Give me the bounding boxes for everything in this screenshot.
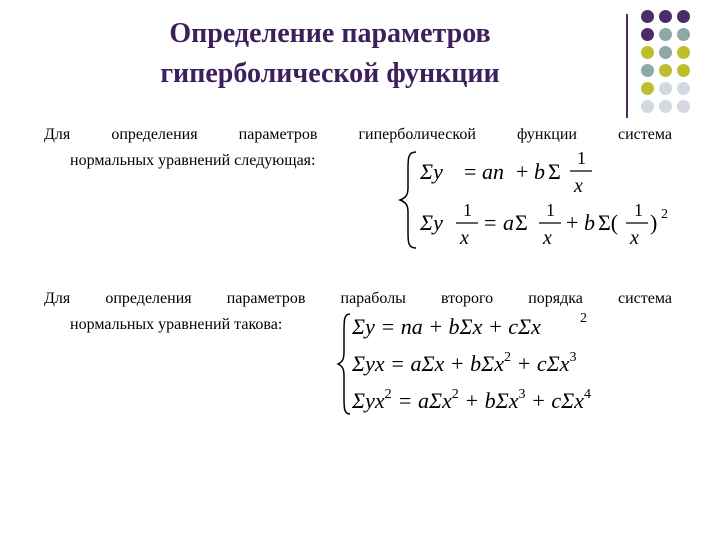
decor-dot: [641, 64, 654, 77]
equation-1: [419, 148, 592, 197]
eq1-equals: =: [464, 159, 477, 184]
eq1-frac-num: 1: [577, 148, 586, 168]
svg-text:Σyx = aΣx + bΣx2 + cΣx3: [351, 350, 576, 376]
eq5-exp2: 3: [518, 387, 526, 402]
decor-dot: [641, 82, 654, 95]
paragraph-line2: нормальных уравнений такова:: [70, 316, 283, 333]
decor-dot-row: [641, 82, 690, 95]
eq4-rhs-a: = aΣx + bΣx: [390, 351, 504, 376]
svg-text:Σyx2= aΣx2 + bΣx3 + cΣx4: [351, 387, 591, 413]
eq1-lhs: Σy: [420, 159, 443, 184]
paragraph2-word: параболы: [340, 290, 406, 307]
eq5-rhs-b: + bΣx: [458, 388, 519, 413]
decor-dot: [659, 46, 672, 59]
decor-dot-row: [641, 64, 690, 77]
equation-system-hyperbola: [396, 146, 681, 258]
slide-title-line1: Определение параметров: [169, 18, 491, 49]
eq3-exponent: 2: [580, 311, 587, 326]
eq2-frac2-den: x: [543, 227, 552, 249]
eq1-plus: +: [516, 159, 529, 184]
decor-dot: [677, 10, 690, 23]
decor-dot: [659, 82, 672, 95]
eq4-exp1: 2: [503, 350, 511, 365]
equation-5: [351, 387, 591, 413]
decor-dot: [677, 28, 690, 41]
eq1-rhs-b: b: [534, 159, 545, 184]
decor-dot: [659, 10, 672, 23]
equation-system-parabola: [336, 308, 676, 420]
decor-dot: [659, 64, 672, 77]
eq3-lhs: Σy: [352, 314, 375, 339]
eq2-equals: =: [484, 210, 497, 235]
paragraph2-word: второго: [441, 290, 494, 307]
paragraph1-word: система: [618, 126, 672, 143]
decor-dot: [659, 28, 672, 41]
decor-dot-row: [641, 10, 690, 23]
decor-vertical-line: [626, 14, 628, 118]
decor-dot: [641, 46, 654, 59]
eq4-lhs: Σyx: [352, 351, 385, 376]
eq2-exponent: 2: [661, 207, 668, 222]
eq2-a: a: [503, 210, 514, 235]
equation-3: [351, 311, 587, 339]
eq2-frac3-den: x: [630, 227, 639, 249]
paragraph1-word: функции: [516, 126, 577, 143]
eq1-sigma: Σ: [548, 159, 561, 184]
eq2-frac1-den: x: [460, 227, 469, 249]
paragraph2-word: определения: [105, 290, 192, 307]
eq5-lhs-exp: 2: [384, 387, 392, 402]
paragraph-line2: нормальных уравнений следующая:: [70, 152, 316, 169]
decor-dot: [641, 10, 654, 23]
eq5-exp1: 2: [451, 387, 459, 402]
system-brace: [338, 314, 350, 414]
decor-dot: [677, 82, 690, 95]
decor-dot-row: [641, 100, 690, 113]
decor-dot-row: [641, 28, 690, 41]
eq2-b: b: [584, 210, 595, 235]
paragraph2-word: параметров: [226, 290, 306, 307]
eq1-frac-den: x: [574, 175, 583, 197]
slide-title: [80, 14, 580, 94]
paragraph1-word: определения: [111, 126, 198, 143]
slide-title-line2: гиперболической функции: [160, 58, 500, 89]
eq2-plus: +: [566, 210, 579, 235]
paragraph1-word: Для: [44, 126, 71, 143]
system-brace: [400, 152, 416, 248]
equation-4: [351, 350, 576, 376]
eq5-lhs: Σyx: [352, 388, 385, 413]
paragraph1-word: гиперболической: [358, 126, 476, 143]
eq2-sigma1: Σ: [515, 210, 528, 235]
paragraph-line1: [44, 122, 672, 148]
decor-dot: [659, 100, 672, 113]
paragraph2-word: Для: [44, 290, 71, 307]
equation-2: [419, 200, 668, 249]
decor-dot: [641, 28, 654, 41]
eq2-frac2-num: 1: [546, 200, 555, 220]
paragraph2-word: система: [617, 290, 672, 307]
svg-text:Σy = na + bΣx + cΣx: [351, 314, 541, 339]
decor-dot: [677, 100, 690, 113]
decor-dot-grid: [641, 10, 690, 118]
eq1-rhs-a: an: [482, 159, 504, 184]
eq2-paren: ): [650, 210, 658, 235]
eq2-frac3-num: 1: [634, 200, 643, 220]
eq5-rhs-c: + cΣx: [525, 388, 584, 413]
decor-dot-row: [641, 46, 690, 59]
eq3-rhs: = na + bΣx + cΣx: [380, 314, 541, 339]
eq2-lhs: Σy: [420, 210, 443, 235]
decor-dot: [677, 46, 690, 59]
eq2-frac1-num: 1: [463, 200, 472, 220]
eq4-exp2: 3: [569, 350, 577, 365]
eq5-exp3: 4: [583, 387, 591, 402]
paragraph1-word: параметров: [238, 126, 318, 143]
eq5-rhs-a: = aΣx: [397, 388, 452, 413]
decor-dot: [677, 64, 690, 77]
paragraph2-word: порядка: [528, 290, 583, 307]
eq2-sigma2: Σ(: [598, 210, 619, 235]
eq4-rhs-b: + cΣx: [510, 351, 570, 376]
decor-dot: [641, 100, 654, 113]
